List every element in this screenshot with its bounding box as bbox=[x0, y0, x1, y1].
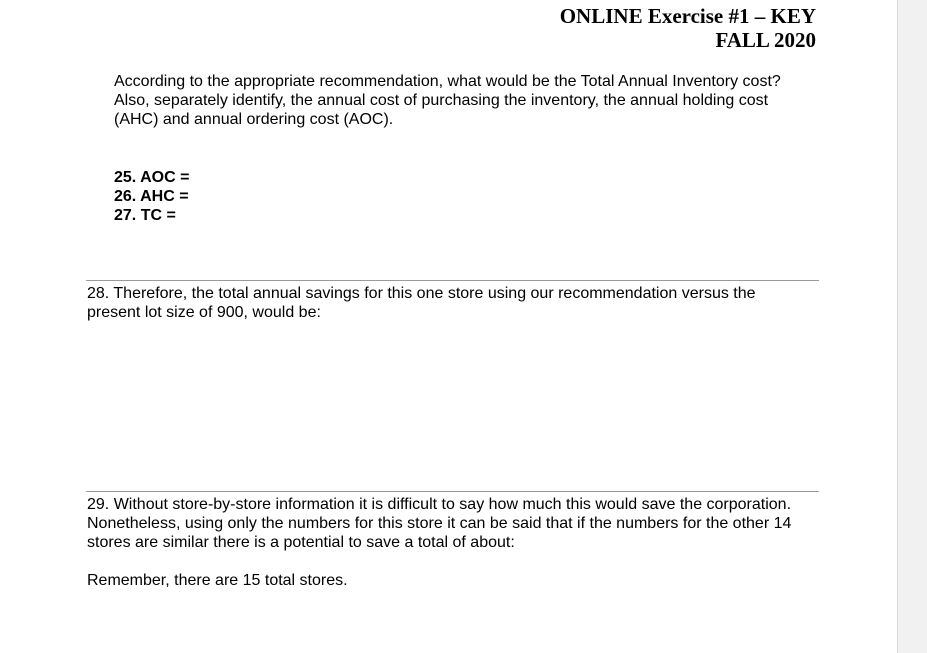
question-text: According to the appropriate recommendation, what would be the Total Annual Inventory cost? Also, separately identify, the annual cost of purchasing the inventory, the annual holding cost (AHC) and annual ordering cost (AOC). bbox=[114, 73, 781, 128]
answer-aoc: 25. AOC = bbox=[114, 169, 190, 186]
answer-ahc: 26. AHC = bbox=[114, 188, 189, 205]
reminder-note: Remember, there are 15 total stores. bbox=[87, 572, 348, 589]
question-28-text: 28. Therefore, the total annual savings for this one store using our recommendation versus the present lot size of 900, would be: bbox=[87, 285, 756, 321]
section-divider bbox=[86, 491, 819, 492]
document-title: ONLINE Exercise #1 – KEY bbox=[559, 4, 816, 28]
document-term: FALL 2020 bbox=[715, 28, 816, 52]
question-29-text: 29. Without store-by-store information it is difficult to say how much this would save the corporation. Nonetheless, using only the numbers for this store it can be said that if the numbers for the other 14 stores are similar there is a potential to save a total of about: bbox=[87, 496, 792, 551]
answer-tc: 27. TC = bbox=[114, 207, 176, 224]
answer-list bbox=[114, 168, 189, 225]
scrollbar-track[interactable] bbox=[897, 0, 927, 653]
section-divider bbox=[86, 280, 819, 281]
